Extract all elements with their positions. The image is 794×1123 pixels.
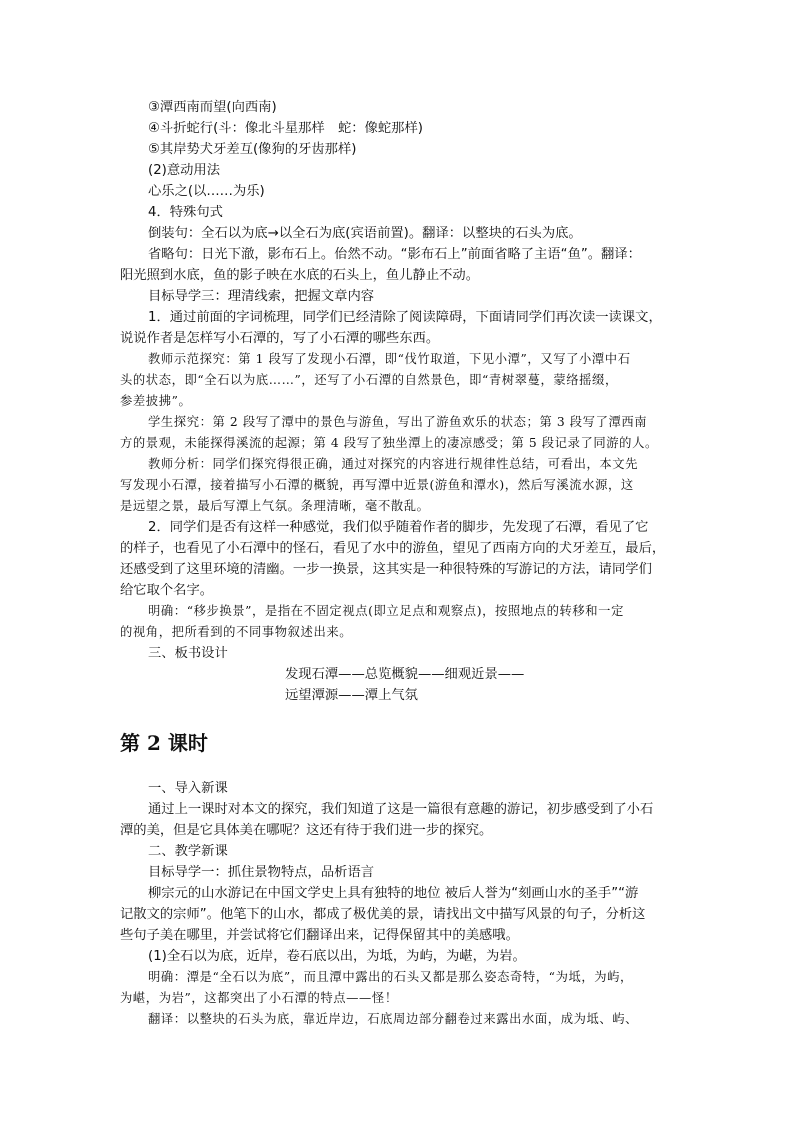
text-line: 为嵁，为岩”，这都突出了小石潭的特点——怪！ xyxy=(120,991,398,1005)
text-line: 明确：“移步换景”，是指在不固定视点(即立足点和观察点)，按照地点的转移和一定 xyxy=(148,604,624,618)
text-line: 通过上一课时对本文的探究，我们知道了这是一篇很有意趣的游记，初步感受到了小石 xyxy=(148,802,654,817)
text-line: 给它取个名字。 xyxy=(120,583,214,598)
text-line: 1．通过前面的字词梳理，同学们已经清除了阅读障碍，下面请同学们再次读一读课文， xyxy=(148,310,662,325)
text-line: (1)全石以为底，近岸，卷石底以出，为坻，为屿，为嵁，为岩。 xyxy=(148,949,526,964)
section-heading: 目标导学一：抓住景物特点，品析语言 xyxy=(148,865,375,880)
text-line: 阳光照到水底，鱼的影子映在水底的石头上，鱼儿静止不动。 xyxy=(120,268,480,283)
section-heading: 一、导入新课 xyxy=(148,781,228,796)
text-line: 倒装句：全石以为底→以全石为底(宾语前置)。翻译：以整块的石头为底。 xyxy=(148,226,582,241)
text-line: 是远望之景，最后写潭上气氛。条理清晰，毫不散乱。 xyxy=(120,499,430,513)
text-line: 的视角，把所看到的不同事物叙述出来。 xyxy=(120,625,353,639)
text-line: 省略句：日光下澈，影布石上。佁然不动。“影布石上”前面省略了主语“鱼”。翻译： xyxy=(148,247,641,262)
text-line: 写发现小石潭，接着描写小石潭的概貌，再写潭中近景(游鱼和潭水)，然后写溪流水源，这 xyxy=(120,478,634,492)
section-heading: 三、板书设计 xyxy=(148,646,228,661)
board-design-line: 发现石潭——总览概貌——细观近景—— xyxy=(285,667,525,682)
section-heading: 二、教学新课 xyxy=(148,844,228,859)
text-line: ④斗折蛇行(斗：像北斗星那样 蛇：像蛇那样) xyxy=(148,121,423,136)
text-line: ③潭西南而望(向西南) xyxy=(148,100,277,115)
text-line: 说说作者是怎样写小石潭的，写了小石潭的哪些东西。 xyxy=(120,331,440,346)
text-line: 方的景观，未能探得溪流的起源；第 4 段写了独坐潭上的凄凉感受；第 5 段记录了同游的人。 xyxy=(120,436,658,450)
text-line: 2．同学们是否有这样一种感觉，我们似乎随着作者的脚步，先发现了石潭，看见了它 xyxy=(148,520,649,535)
text-line: 教师分析：同学们探究得很正确，通过对探究的内容进行规律性总结，可看出，本文先 xyxy=(148,457,639,471)
text-line: 些句子美在哪里，并尝试将它们翻译出来，记得保留其中的美感哦。 xyxy=(120,928,519,943)
text-line: 翻译：以整块的石头为底，靠近岸边，石底周边部分翻卷过来露出水面，成为坻、屿、 xyxy=(148,1012,639,1026)
text-line: 参差披拂”。 xyxy=(120,394,192,408)
text-line: ⑤其岸势犬牙差互(像狗的牙齿那样) xyxy=(148,142,357,157)
text-line: 的样子，也看见了小石潭中的怪石，看见了水中的游鱼，望见了西南方向的犬牙差互，最后， xyxy=(120,541,666,556)
text-line: 明确：潭是“全石以为底”，而且潭中露出的石头又都是那么姿态奇特，“为坻，为屿， xyxy=(148,970,633,984)
text-line: 柳宗元的山水游记在中国文学史上具有独特的地位 被后人誉为“刻画山水的圣手”“游 xyxy=(148,886,639,901)
text-line: 学生探究：第 2 段写了潭中的景色与游鱼，写出了游鱼欢乐的状态；第 3 段写了潭西南 xyxy=(148,415,648,429)
lesson-heading: 第 2 课时 xyxy=(120,731,208,755)
board-design-line: 远望潭源——潭上气氛 xyxy=(285,688,418,703)
section-heading: 目标导学三：理清线索，把握文章内容 xyxy=(148,289,375,304)
text-line: 教师示范探究：第 1 段写了发现小石潭，即“伐竹取道，下见小潭”，又写了小潭中石 xyxy=(148,352,631,366)
text-line: 头的状态，即“全石以为底……”，还写了小石潭的自然景色，即“青树翠蔓，蒙络摇缀， xyxy=(120,373,618,387)
text-line: 4．特殊句式 xyxy=(148,205,223,220)
text-line: 还感受到了这里环境的清幽。一步一换景，这其实是一种很特殊的写游记的方法，请同学们 xyxy=(120,562,652,577)
text-line: 记散文的宗师”。他笔下的山水，都成了极优美的景，请找出文中描写风景的句子，分析这 xyxy=(120,907,646,922)
text-line: 心乐之(以……为乐) xyxy=(148,184,265,199)
text-line: (2)意动用法 xyxy=(148,163,221,178)
text-line: 潭的美，但是它具体美在哪呢？这还有待于我们进一步的探究。 xyxy=(120,823,493,838)
